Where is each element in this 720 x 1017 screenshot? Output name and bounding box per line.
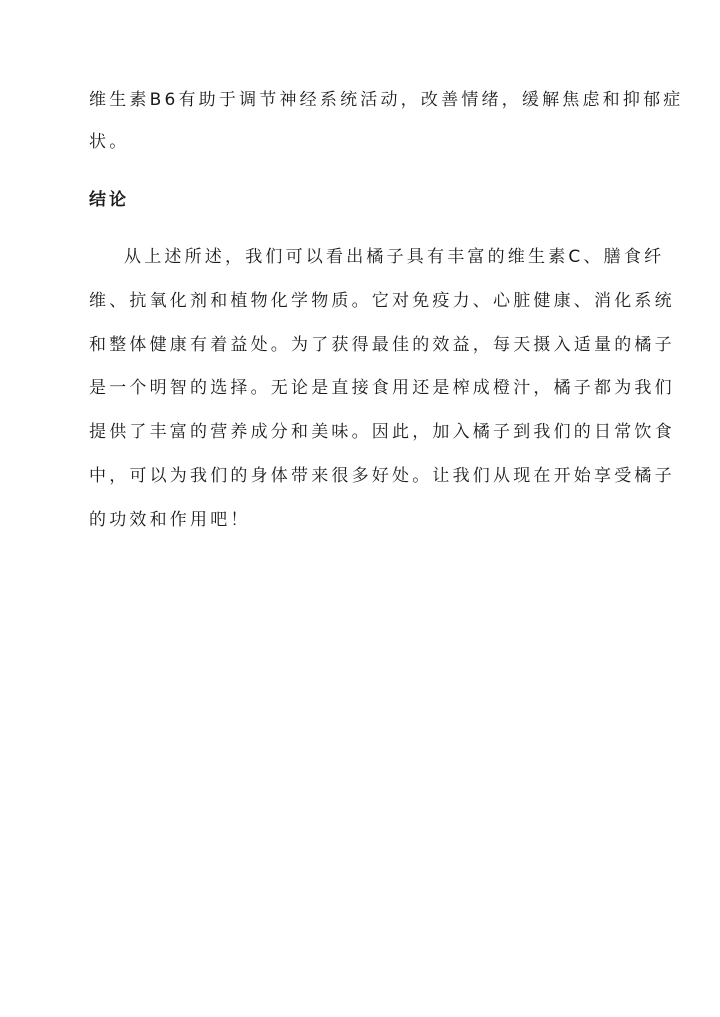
paragraph-line: 和整体健康有着益处。为了获得最佳的效益，每天摄入适量的橘子 <box>89 335 675 355</box>
paragraph-line: 状。 <box>89 132 130 152</box>
paragraph-line: 是一个明智的选择。无论是直接食用还是榨成橙汁，橘子都为我们 <box>89 378 675 398</box>
paragraph-line: 的功效和作用吧！ <box>89 510 251 530</box>
paragraph-line: 维生素B6有助于调节神经系统活动，改善情绪，缓解焦虑和抑郁症 <box>89 90 684 110</box>
paragraph-line: 从上述所述，我们可以看出橘子具有丰富的维生素C、膳食纤 <box>124 247 665 267</box>
paragraph-line: 中，可以为我们的身体带来很多好处。让我们从现在开始享受橘子 <box>89 466 675 486</box>
paragraph-line: 提供了丰富的营养成分和美味。因此，加入橘子到我们的日常饮食 <box>89 422 675 442</box>
paragraph-line: 维、抗氧化剂和植物化学物质。它对免疫力、心脏健康、消化系统 <box>89 291 675 311</box>
section-heading: 结论 <box>89 190 129 210</box>
